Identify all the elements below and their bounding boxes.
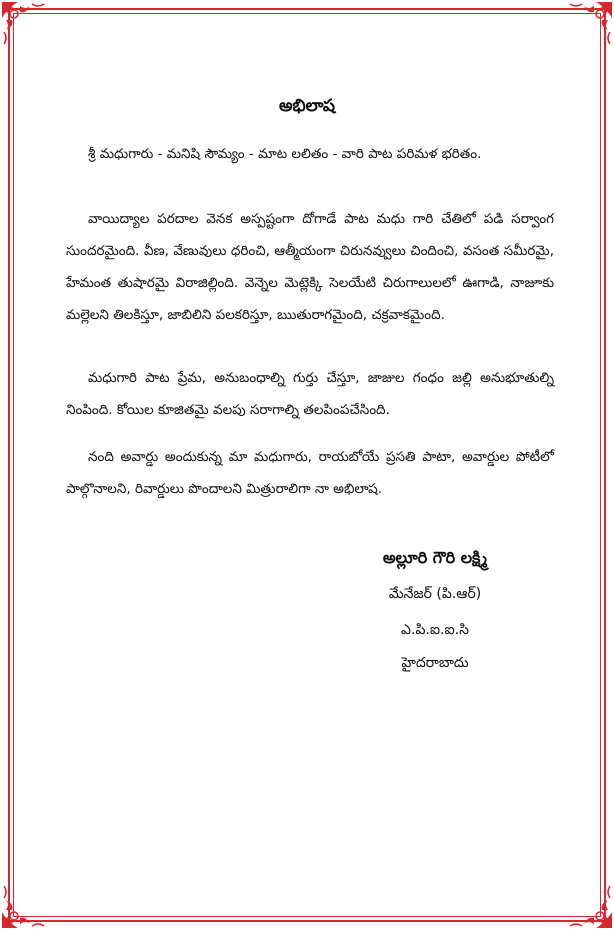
paragraph-song-feelings: మధుగారి పాట ప్రేమ, అనుబంధాల్ని గుర్తు చేస్తూ, జాజుల గంధం జల్లి అనుభూతుల్ని నింపింది. కోయిల కూజితమై వలపు సరాగాల్ని తలపింపచేసింది. bbox=[66, 370, 554, 418]
corner-ornament-icon bbox=[0, 0, 46, 46]
paragraph-song-description: వాయిద్యాల పరదాల వెనక అస్పష్టంగా దోగాడే పాట మధు గారి చేతిలో పడి సర్వాంగ సుందరమైంది. వీణ, వేణువులు ధరించి, ఆత్మీయంగా చిరునవ్వులు చిందించి, వసంత సమీరమై, హేమంత తుషారమై విరాజిల్లింది. వెన్నెల మెట్లెక్కి సెలయేటి చిరుగాలులలో ఊగాడి, నాజూకు మల్లెలని తిలకిస్తూ, జాబిలిని పలకరిస్తూ, ఋతురాగమైంది, చక్రవాకమైంది. bbox=[66, 211, 554, 323]
corner-ornament-icon bbox=[568, 0, 614, 46]
page-title: అభిలాష bbox=[278, 96, 336, 116]
corner-ornament-icon bbox=[568, 884, 614, 930]
corner-ornament-icon bbox=[0, 884, 46, 930]
signature-name: అల్లూరి గౌరి లక్ష్మి bbox=[382, 548, 488, 567]
signature-organization: ఎ.పి.ఐ.ఐ.సి bbox=[401, 622, 469, 638]
signature-designation: మేనేజర్ (పి.ఆర్) bbox=[388, 586, 482, 602]
paragraph-intro: శ్రీ మధుగారు - మనిషి సౌమ్యం - మాట లలితం - వారి పాట పరిమళ భరితం. bbox=[88, 146, 482, 162]
signature-city: హైదరాబాదు bbox=[401, 655, 469, 671]
paragraph-wish: నంది అవార్డు అందుకున్న మా మధుగారు, రాయబోయే ప్రసతి పాటా, అవార్డుల పోటీలో పాల్గొనాలని, రివార్డులు పొందాలని మిత్రురాలిగా నా అభిలాష. bbox=[66, 449, 554, 497]
